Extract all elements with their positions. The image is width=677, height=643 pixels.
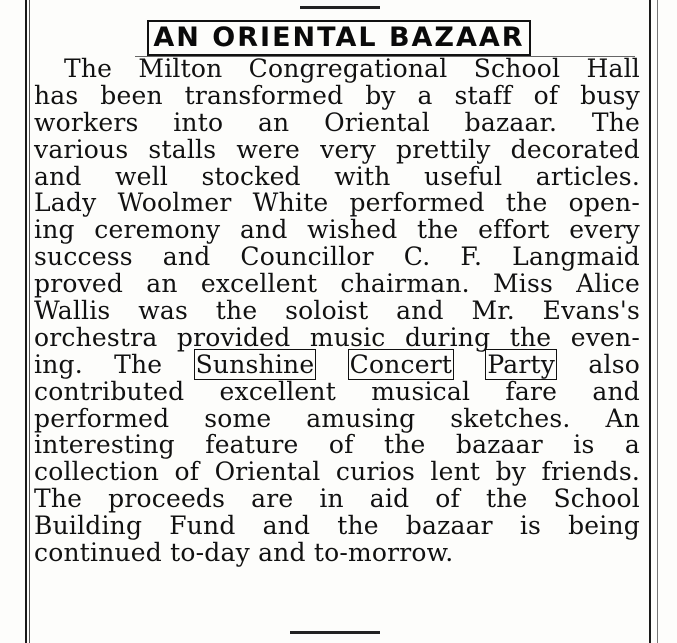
column-border-left [25,0,27,643]
column-border-left-inner [29,0,30,643]
article-line: continued to-day and to-morrow. [34,538,454,568]
bottom-rule [290,631,380,634]
headline-container [30,20,648,56]
article-line: Building Fund and the bazaar is being [34,511,640,541]
article-line: The proceeds are in aid of the School [34,484,640,514]
article-line: and well stocked with useful articles. [34,161,640,191]
highlight-party: Party [487,349,556,379]
article-line: interesting feature of the bazaar is a [34,430,640,460]
headline: AN ORIENTAL BAZAAR [147,20,530,56]
line-lead-text: ing. The [34,349,163,379]
article-line: orchestra provided music during the even- [34,322,640,352]
article-line: workers into an Oriental bazaar. The [34,107,640,137]
article-line: performed some amusing sketches. An [34,403,640,433]
article-line: Wallis was the soloist and Mr. Evans's [34,296,640,326]
highlight-sunshine: Sunshine [195,349,315,379]
article-line: contributed excellent musical fare and [34,376,640,406]
line-tail-text: also [588,349,640,379]
top-rule [300,6,380,9]
highlight-concert: Concert [349,349,453,379]
article-line: The Milton Congregational School Hall [64,54,640,83]
article-line: various stalls were very prettily decorated [34,134,640,164]
article-line: Lady Woolmer White performed the open- [34,188,640,218]
article-line: has been transformed by a staff of busy [34,80,640,110]
article-line: collection of Oriental curios lent by friends. [34,457,640,487]
article-line: proved an excellent chairman. Miss Alice [34,269,640,299]
article-line: success and Councillor C. F. Langmaid [34,242,640,272]
article-line: ing ceremony and wished the effort every [34,215,640,245]
column-border-right-outer [657,0,658,643]
article-line-with-highlights [34,349,640,379]
column-border-right [649,0,651,643]
article-body [34,56,640,567]
